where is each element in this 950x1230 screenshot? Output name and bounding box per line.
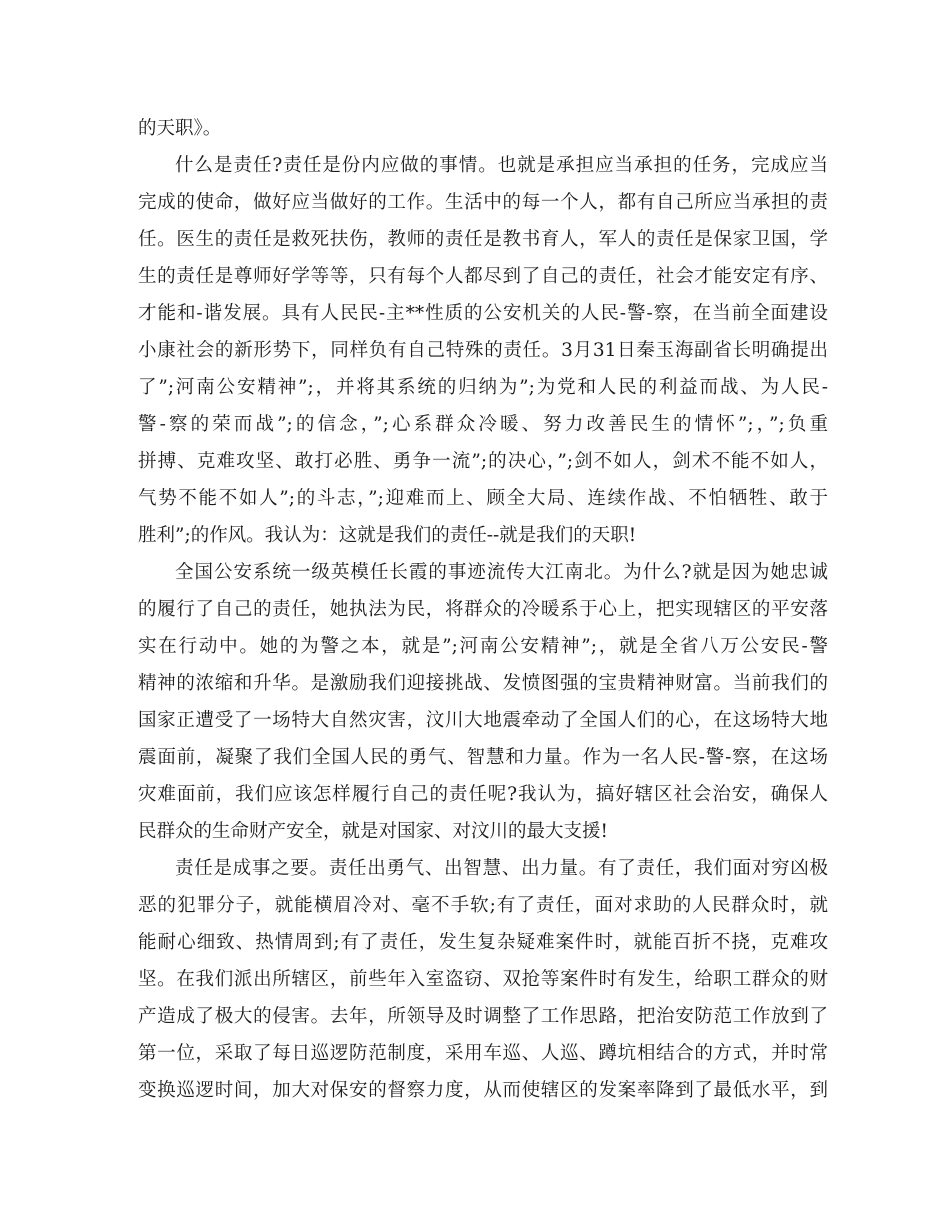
text-line: 生的责任是尊师好学等等，只有每个人都尽到了自己的责任，社会才能安定有序、	[138, 266, 828, 287]
text-line: 胜利”;的作风。我认为：这就是我们的责任--就是我们的天职!	[138, 525, 637, 546]
text-line: 国家正遭受了一场特大自然灾害，汶川大地震牵动了全国人们的心，在这场特大地	[138, 710, 828, 731]
text-line: 坚。在我们派出所辖区，前些年入室盗窃、双抢等案件时有发生，给职工群众的财	[138, 969, 828, 990]
text-line: 变换巡逻时间，加大对保安的督察力度，从而使辖区的发案率降到了最低水平，到	[138, 1080, 828, 1101]
text-line: 气势不能不如人”;的斗志，”;迎难而上、顾全大局、连续作战、不怕牺牲、敢于	[138, 488, 828, 509]
text-line: 能耐心细致、热情周到;有了责任，发生复杂疑难案件时，就能百折不挠，克难攻	[138, 932, 828, 953]
text-line: 第一位，采取了每日巡逻防范制度，采用车巡、人巡、蹲坑相结合的方式，并时常	[138, 1043, 828, 1064]
text-line: 产造成了极大的侵害。去年，所领导及时调整了工作思路，把治安防范工作放到了	[138, 1006, 828, 1027]
text-line: 精神的浓缩和升华。是激励我们迎接挑战、发愤图强的宝贵精神财富。当前我们的	[138, 673, 828, 694]
text-line: 震面前，凝聚了我们全国人民的勇气、智慧和力量。作为一名人民-警-察，在这场	[138, 747, 828, 768]
text-line: 拼搏、克难攻坚、敢打必胜、勇争一流”;的决心，”;剑不如人，剑术不能不如人，	[138, 451, 828, 472]
text-line: 民群众的生命财产安全，就是对国家、对汶川的最大支援!	[138, 821, 608, 842]
text-line: 任。医生的责任是救死扶伤，教师的责任是教书育人，军人的责任是保家卫国，学	[138, 229, 828, 250]
text-line: 的天职》。	[138, 118, 222, 139]
text-line: 小康社会的新形势下，同样负有自己特殊的责任。3月31日秦玉海副省长明确提出	[138, 340, 828, 361]
text-line: 完成的使命，做好应当做好的工作。生活中的每一个人，都有自己所应当承担的责	[138, 192, 828, 213]
text-line: 警-察的荣而战”;的信念，”;心系群众冷暖、努力改善民生的情怀”;，”;负重	[138, 414, 828, 435]
text-line: 实在行动中。她的为警之本，就是”;河南公安精神”;，就是全省八万公安民-警	[138, 636, 828, 657]
paragraph-first-line: 什么是责任?责任是份内应做的事情。也就是承担应当承担的任务，完成应当	[175, 155, 828, 176]
text-line: 了”;河南公安精神”;，并将其系统的归纳为”;为党和人民的利益而战、为人民-	[138, 377, 828, 398]
paragraph-first-line: 全国公安系统一级英模任长霞的事迹流传大江南北。为什么?就是因为她忠诚	[175, 562, 828, 583]
text-line: 的履行了自己的责任，她执法为民，将群众的冷暖系于心上，把实现辖区的平安落	[138, 599, 828, 620]
text-line: 恶的犯罪分子，就能横眉冷对、毫不手软;有了责任，面对求助的人民群众时，就	[138, 895, 828, 916]
text-line: 才能和-谐发展。具有人民民-主**性质的公安机关的人民-警-察，在当前全面建设	[138, 303, 828, 324]
text-line: 灾难面前，我们应该怎样履行自己的责任呢?我认为，搞好辖区社会治安，确保人	[138, 784, 828, 805]
paragraph-first-line: 责任是成事之要。责任出勇气、出智慧、出力量。有了责任，我们面对穷凶极	[175, 858, 828, 879]
